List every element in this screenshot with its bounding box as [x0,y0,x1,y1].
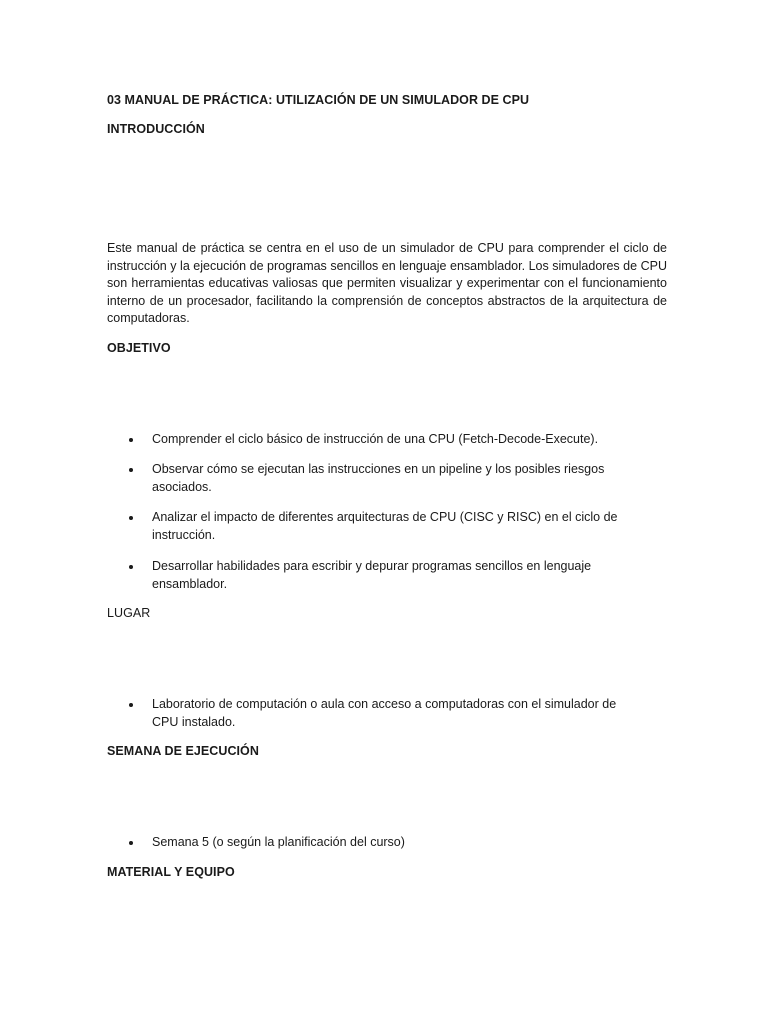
bullet-icon [129,841,133,845]
list-item-text: Semana 5 (o según la planificación del curso) [152,835,405,849]
list-item-text: Analizar el impacto de diferentes arquitecturas de CPU (CISC y RISC) en el ciclo de instrucción. [152,510,618,542]
introduccion-paragraph: Este manual de práctica se centra en el uso de un simulador de CPU para comprender el ciclo de instrucción y la ejecución de programas sencillos en lenguaje ensamblador. Los simuladores de CPU son herramientas educativas valiosas que permiten visualizar y experimentar con el funcionamiento interno de un procesador, facilitando la comprensión de conceptos abstractos de la arquitectura de computadoras. [107,241,667,325]
section-heading-introduccion: INTRODUCCIÓN [107,122,205,136]
bullet-icon [129,516,133,520]
list-item-text: Comprender el ciclo básico de instrucción de una CPU (Fetch-Decode-Execute). [152,432,599,446]
section-heading-lugar: LUGAR [107,606,151,620]
list-item-text: Laboratorio de computación o aula con acceso a computadoras con el simulador de CPU instalado. [152,697,617,729]
section-heading-material: MATERIAL Y EQUIPO [107,865,235,879]
section-heading-semana: SEMANA DE EJECUCIÓN [107,744,259,758]
bullet-icon [129,703,133,707]
bullet-icon [129,565,133,569]
bullet-icon [129,468,133,472]
list-item-text: Desarrollar habilidades para escribir y depurar programas sencillos en lenguaje ensamblador. [152,559,592,591]
bullet-icon [129,438,133,442]
section-heading-objetivo: OBJETIVO [107,341,171,355]
list-item-text: Observar cómo se ejecutan las instrucciones en un pipeline y los posibles riesgos asociados. [152,462,605,494]
document-title: 03 MANUAL DE PRÁCTICA: UTILIZACIÓN DE UN SIMULADOR DE CPU [107,93,530,107]
